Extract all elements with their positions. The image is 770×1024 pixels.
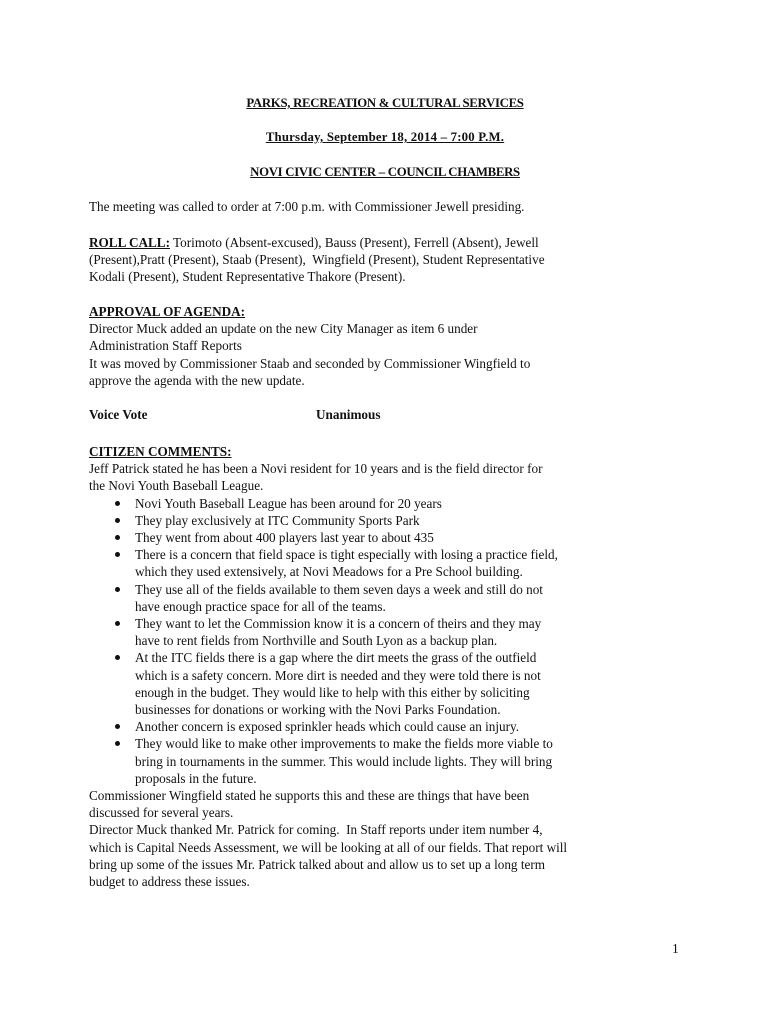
department-title: PARKS, RECREATION & CULTURAL SERVICES bbox=[246, 96, 524, 110]
list-item: Another concern is exposed sprinkler heads which could cause an injury. bbox=[89, 718, 685, 735]
list-item: At the ITC fields there is a gap where the dirt meets the grass of the outfield which is a safety concern. More dirt is needed and they were told there is not enough in the budget. They would like to help with this either by soliciting businesses for donations or working with the Novi Parks Foundation. bbox=[89, 649, 685, 718]
approval-line: It was moved by Commissioner Staab and seconded by Commissioner Wingfield to bbox=[89, 355, 531, 371]
bullet-icon bbox=[115, 587, 120, 592]
vote-result: Unanimous bbox=[316, 407, 381, 422]
list-item: There is a concern that field space is tight especially with losing a practice field, which they used extensively, at Novi Meadows for a Pre School building. bbox=[89, 546, 685, 580]
approval-line: approve the agenda with the new update. bbox=[89, 372, 305, 388]
list-item: They want to let the Commission know it is a concern of theirs and they may have to rent fields from Northville and South Lyon as a backup plan. bbox=[89, 615, 685, 649]
bullet-icon bbox=[115, 621, 120, 626]
comments-intro-line: Jeff Patrick stated he has been a Novi resident for 10 years and is the field director for bbox=[89, 461, 543, 477]
opening-statement bbox=[89, 198, 685, 215]
comments-after-line: bring up some of the issues Mr. Patrick talked about and allow us to set up a long term bbox=[89, 856, 545, 872]
comments-after-line: budget to address these issues. bbox=[89, 874, 250, 890]
roll-call-heading: ROLL CALL: bbox=[89, 235, 170, 250]
page-number: 1 bbox=[672, 941, 679, 956]
comments-bullet-list bbox=[89, 495, 685, 787]
list-item: They use all of the fields available to them seven days a week and still do not have enough practice space for all of the teams. bbox=[89, 581, 685, 615]
comments-intro-line: the Novi Youth Baseball League. bbox=[89, 478, 264, 494]
roll-call-line: (Present),Pratt (Present), Staab (Present), Wingfield (Present), Student Representative bbox=[89, 252, 545, 268]
bullet-icon bbox=[115, 655, 120, 660]
approval-line: Director Muck added an update on the new City Manager as item 6 under bbox=[89, 321, 478, 337]
approval-heading: APPROVAL OF AGENDA: bbox=[89, 304, 246, 319]
list-item: They would like to make other improvements to make the fields more viable to bring in tournaments in the summer. This would include lights. They will bring proposals in the future. bbox=[89, 735, 685, 787]
bullet-icon bbox=[115, 518, 120, 523]
citizen-comments-heading: CITIZEN COMMENTS: bbox=[89, 444, 232, 459]
list-item: They went from about 400 players last year to about 435 bbox=[89, 529, 685, 546]
bullet-icon bbox=[115, 535, 120, 540]
roll-call-section bbox=[89, 234, 685, 286]
list-item: They play exclusively at ITC Community Sports Park bbox=[89, 512, 685, 529]
bullet-icon bbox=[115, 552, 120, 557]
meeting-date: Thursday, September 18, 2014 – 7:00 P.M. bbox=[265, 130, 505, 144]
roll-call-line: Torimoto (Absent-excused), Bauss (Present), Ferrell (Absent), Jewell bbox=[169, 235, 539, 250]
opening-text: The meeting was called to order at 7:00 p.m. with Commissioner Jewell presiding. bbox=[89, 199, 525, 214]
list-item: Novi Youth Baseball League has been around for 20 years bbox=[89, 495, 685, 512]
roll-call-line: Kodali (Present), Student Representative Thakore (Present). bbox=[89, 269, 406, 285]
vote-label: Voice Vote bbox=[89, 407, 148, 422]
comments-after-line: discussed for several years. bbox=[89, 805, 234, 821]
citizen-comments-section bbox=[89, 443, 685, 890]
approval-section bbox=[89, 303, 685, 389]
bullet-icon bbox=[115, 741, 120, 746]
bullet-icon bbox=[115, 501, 120, 506]
approval-line: Administration Staff Reports bbox=[89, 338, 242, 354]
meeting-location: NOVI CIVIC CENTER – COUNCIL CHAMBERS bbox=[250, 165, 520, 179]
vote-section bbox=[89, 406, 685, 423]
comments-after-line: which is Capital Needs Assessment, we will be looking at all of our fields. That report will bbox=[89, 839, 568, 855]
bullet-icon bbox=[115, 724, 120, 729]
comments-after-line: Director Muck thanked Mr. Patrick for coming. In Staff reports under item number 4, bbox=[89, 822, 543, 838]
comments-after-line: Commissioner Wingfield stated he supports this and these are things that have been bbox=[89, 788, 530, 804]
